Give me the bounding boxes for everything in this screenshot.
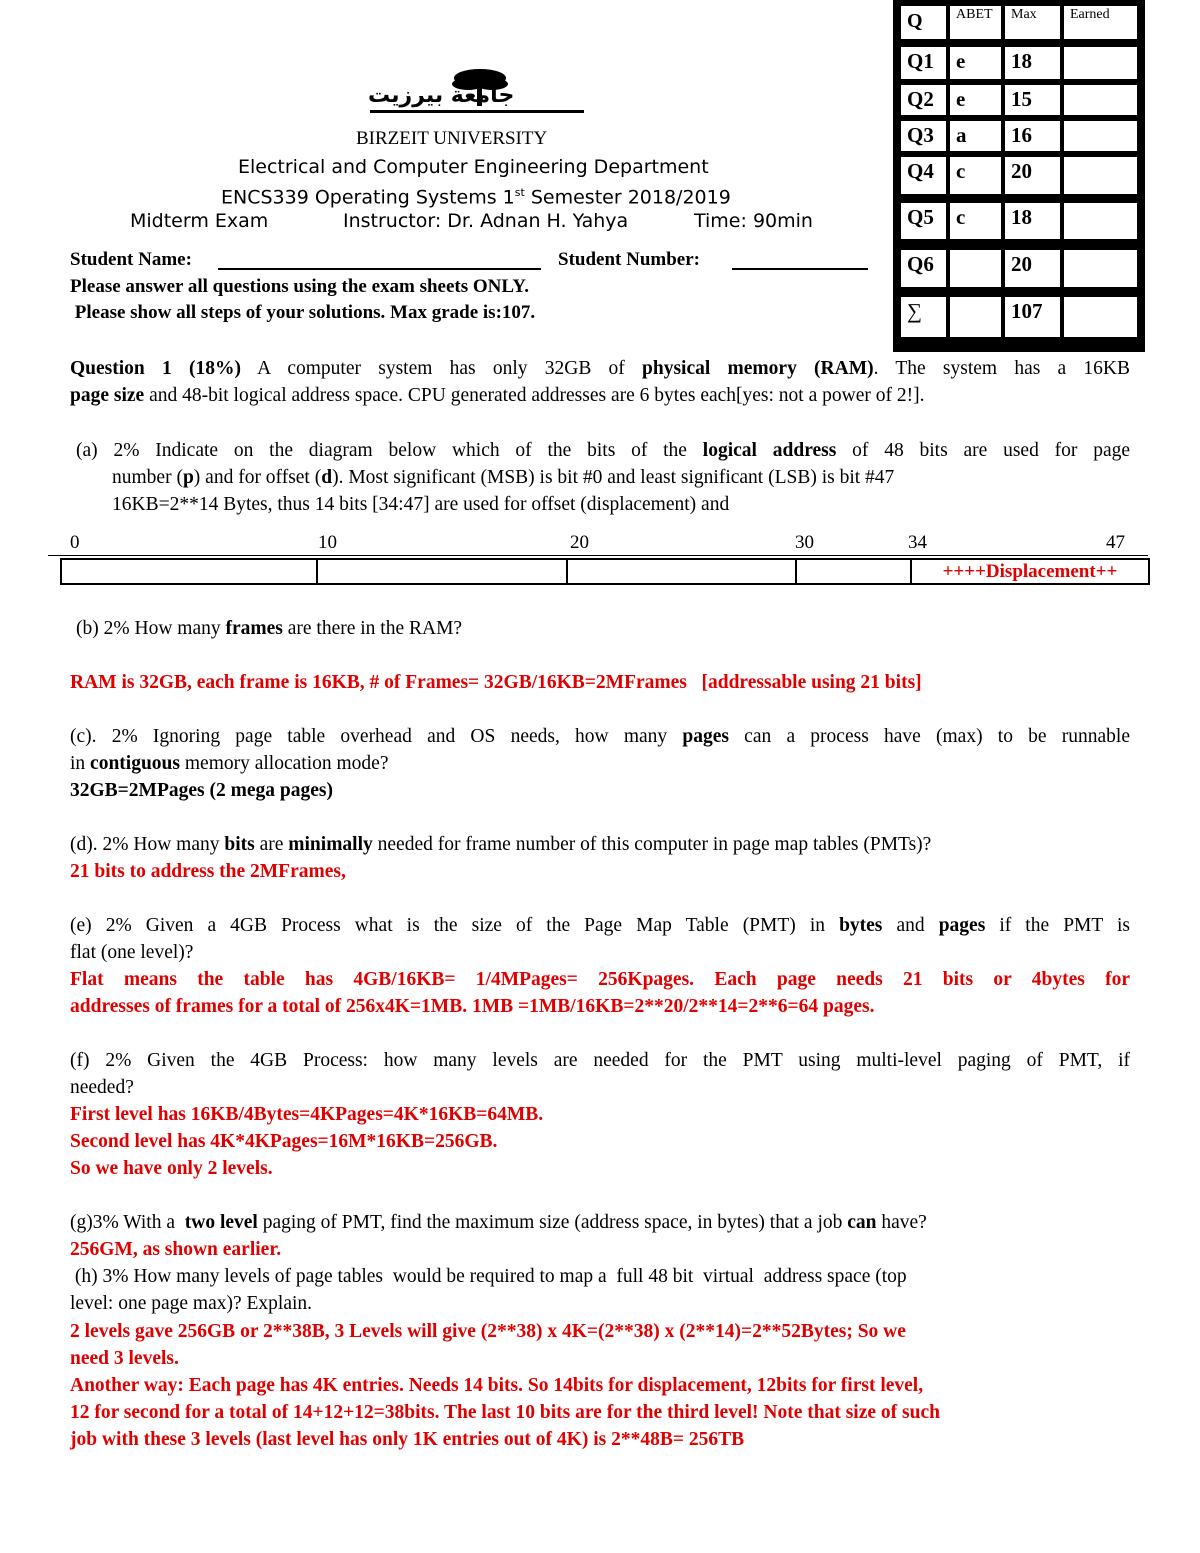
part-h-line-1: (h) 3% How many levels of page tables would be required to map a full 48 bit virtual address space (top bbox=[70, 1266, 907, 1287]
university-logo bbox=[368, 66, 590, 126]
student-name-label: Student Name: bbox=[70, 249, 192, 270]
grade-q6-max: 20 bbox=[1005, 250, 1060, 287]
student-number-field[interactable] bbox=[732, 268, 868, 270]
bit-tick-20: 20 bbox=[570, 532, 589, 553]
instructor: Instructor: Dr. Adnan H. Yahya bbox=[343, 210, 629, 232]
department-name: Electrical and Computer Engineering Department bbox=[238, 156, 709, 178]
grade-q1-earned[interactable] bbox=[1064, 47, 1137, 79]
part-e-line-2: flat (one level)? bbox=[70, 942, 194, 963]
grade-q3-max: 16 bbox=[1005, 121, 1060, 151]
part-h-answer-line-2: need 3 levels. bbox=[70, 1348, 179, 1369]
part-b-question: (b) 2% How many frames are there in the RAM? bbox=[76, 618, 463, 639]
bit-field-displacement[interactable] bbox=[910, 558, 1150, 585]
part-f-answer-line-3: So we have only 2 levels. bbox=[70, 1158, 273, 1179]
part-f-answer-line-2: Second level has 4K*4KPages=16M*16KB=256GB. bbox=[70, 1131, 498, 1152]
part-c-line-1: (c). 2% Ignoring page table overhead and OS needs, how many pages can a process have (max) to be runnable bbox=[70, 726, 1130, 747]
grade-q5-abet: c bbox=[950, 203, 1001, 239]
grade-q6-abet bbox=[950, 250, 1001, 287]
part-h-answer-line-5: job with these 3 levels (last level has only 1K entries out of 4K) is 2**48B= 256TB bbox=[70, 1429, 745, 1450]
part-h-answer-line-1: 2 levels gave 256GB or 2**38B, 3 Levels will give (2**38) x 4K=(2**38) x (2**14)=2**52Bytes; So we bbox=[70, 1321, 906, 1342]
course-title: ENCS339 Operating Systems 1st Semester 2018/2019 bbox=[221, 186, 731, 209]
grade-q5-max: 18 bbox=[1005, 203, 1060, 239]
grade-q3-abet: a bbox=[950, 121, 1001, 151]
university-arabic-name: جامعة بيرزيت bbox=[368, 83, 515, 108]
part-a-line-3: 16KB=2**14 Bytes, thus 14 bits [34:47] are used for offset (displacement) and bbox=[112, 494, 730, 515]
grade-q1-abet: e bbox=[950, 47, 1001, 79]
grade-header-earned: Earned bbox=[1064, 6, 1137, 39]
grade-q5-earned[interactable] bbox=[1064, 203, 1137, 239]
grade-q6-label: Q6 bbox=[901, 250, 946, 287]
grade-total-earned[interactable] bbox=[1064, 297, 1137, 337]
part-h-answer-line-3: Another way: Each page has 4K entries. Needs 14 bits. So 14bits for displacement, 12bits for first level, bbox=[70, 1375, 924, 1396]
grade-q4-abet: c bbox=[950, 157, 1001, 194]
part-d-answer: 21 bits to address the 2MFrames, bbox=[70, 861, 346, 882]
university-name: BIRZEIT UNIVERSITY bbox=[356, 128, 548, 149]
grade-q4-earned[interactable] bbox=[1064, 157, 1137, 194]
part-d-question: (d). 2% How many bits are minimally needed for frame number of this computer in page map tables (PMTs)? bbox=[70, 834, 932, 855]
question-1-intro-line-2: page size and 48-bit logical address space. CPU generated addresses are 6 bytes each[yes: not a power of 2!]. bbox=[70, 385, 925, 406]
part-g-answer: 256GM, as shown earlier. bbox=[70, 1239, 282, 1260]
bit-field-30-34[interactable] bbox=[795, 558, 912, 585]
bit-tick-34: 34 bbox=[908, 532, 927, 553]
grade-q4-label: Q4 bbox=[901, 157, 946, 194]
grade-total-max: 107 bbox=[1005, 297, 1060, 337]
grade-total-label: ∑ bbox=[901, 297, 946, 337]
student-number-label: Student Number: bbox=[558, 249, 700, 270]
part-h-line-2: level: one page max)? Explain. bbox=[70, 1293, 313, 1314]
instruction-exam-sheets: Please answer all questions using the exam sheets ONLY. bbox=[70, 276, 530, 297]
displacement-label: ++++Displacement++ bbox=[942, 561, 1118, 582]
grade-q2-label: Q2 bbox=[901, 85, 946, 115]
part-a-line-2: number (p) and for offset (d). Most significant (MSB) is bit #0 and least significant (LSB) is bit #47 bbox=[112, 467, 895, 488]
grade-q2-earned[interactable] bbox=[1064, 85, 1137, 115]
grade-header-max: Max bbox=[1005, 6, 1060, 39]
grade-q1-label: Q1 bbox=[901, 47, 946, 79]
bit-field-0-10[interactable] bbox=[60, 558, 318, 585]
grade-q4-max: 20 bbox=[1005, 157, 1060, 194]
grade-total-abet bbox=[950, 297, 1001, 337]
part-e-answer-line-1: Flat means the table has 4GB/16KB= 1/4MPages= 256Kpages. Each page needs 21 bits or 4bytes for bbox=[70, 969, 1130, 990]
grade-q2-abet: e bbox=[950, 85, 1001, 115]
grade-header-abet: ABET bbox=[950, 6, 1001, 39]
grade-q5-label: Q5 bbox=[901, 203, 946, 239]
part-g-question: (g)3% With a two level paging of PMT, find the maximum size (address space, in bytes) that a job can have? bbox=[70, 1212, 927, 1233]
grade-q3-earned[interactable] bbox=[1064, 121, 1137, 151]
part-e-answer-line-2: addresses of frames for a total of 256x4K=1MB. 1MB =1MB/16KB=2**20/2**14=2**6=64 pages. bbox=[70, 996, 875, 1017]
grade-q3-label: Q3 bbox=[901, 121, 946, 151]
grade-header-q: Q bbox=[901, 6, 946, 39]
part-f-answer-line-1: First level has 16KB/4Bytes=4KPages=4K*16KB=64MB. bbox=[70, 1104, 544, 1125]
exam-time: Time: 90min bbox=[694, 210, 813, 232]
question-1-intro-line-1: Question 1 (18%) A computer system has only 32GB of physical memory (RAM). The system has a 16KB bbox=[70, 358, 1131, 379]
part-f-line-2: needed? bbox=[70, 1077, 134, 1098]
grade-q6-earned[interactable] bbox=[1064, 250, 1137, 287]
bit-tick-0: 0 bbox=[70, 532, 80, 553]
bit-tick-10: 10 bbox=[318, 532, 337, 553]
part-h-answer-line-4: 12 for second for a total of 14+12+12=38bits. The last 10 bits are for the third level! Note that size of such bbox=[70, 1402, 940, 1423]
part-e-line-1: (e) 2% Given a 4GB Process what is the size of the Page Map Table (PMT) in bytes and pages if the PMT is bbox=[70, 915, 1131, 936]
bit-tick-30: 30 bbox=[795, 532, 814, 553]
grade-table bbox=[893, 0, 1145, 352]
grade-q2-max: 15 bbox=[1005, 85, 1060, 115]
bit-field-10-20[interactable] bbox=[316, 558, 568, 585]
part-c-answer: 32GB=2MPages (2 mega pages) bbox=[70, 780, 333, 801]
part-b-answer: RAM is 32GB, each frame is 16KB, # of Frames= 32GB/16KB=2MFrames [addressable using 21 bits] bbox=[70, 672, 922, 693]
grade-q1-max: 18 bbox=[1005, 47, 1060, 79]
bit-tick-47: 47 bbox=[1106, 532, 1125, 553]
bit-field-20-30[interactable] bbox=[566, 558, 797, 585]
student-name-field[interactable] bbox=[218, 268, 541, 270]
instruction-show-steps: Please show all steps of your solutions. Max grade is:107. bbox=[70, 302, 536, 323]
part-c-line-2: in contiguous memory allocation mode? bbox=[70, 753, 389, 774]
part-a-line-1: (a) 2% Indicate on the diagram below which of the bits of the logical address of 48 bits are used for page bbox=[76, 440, 1131, 461]
exam-type: Midterm Exam bbox=[130, 210, 269, 232]
part-f-line-1: (f) 2% Given the 4GB Process: how many levels are needed for the PMT using multi-level paging of PMT, if bbox=[70, 1050, 1130, 1071]
bit-diagram-top-rule bbox=[48, 555, 1148, 556]
